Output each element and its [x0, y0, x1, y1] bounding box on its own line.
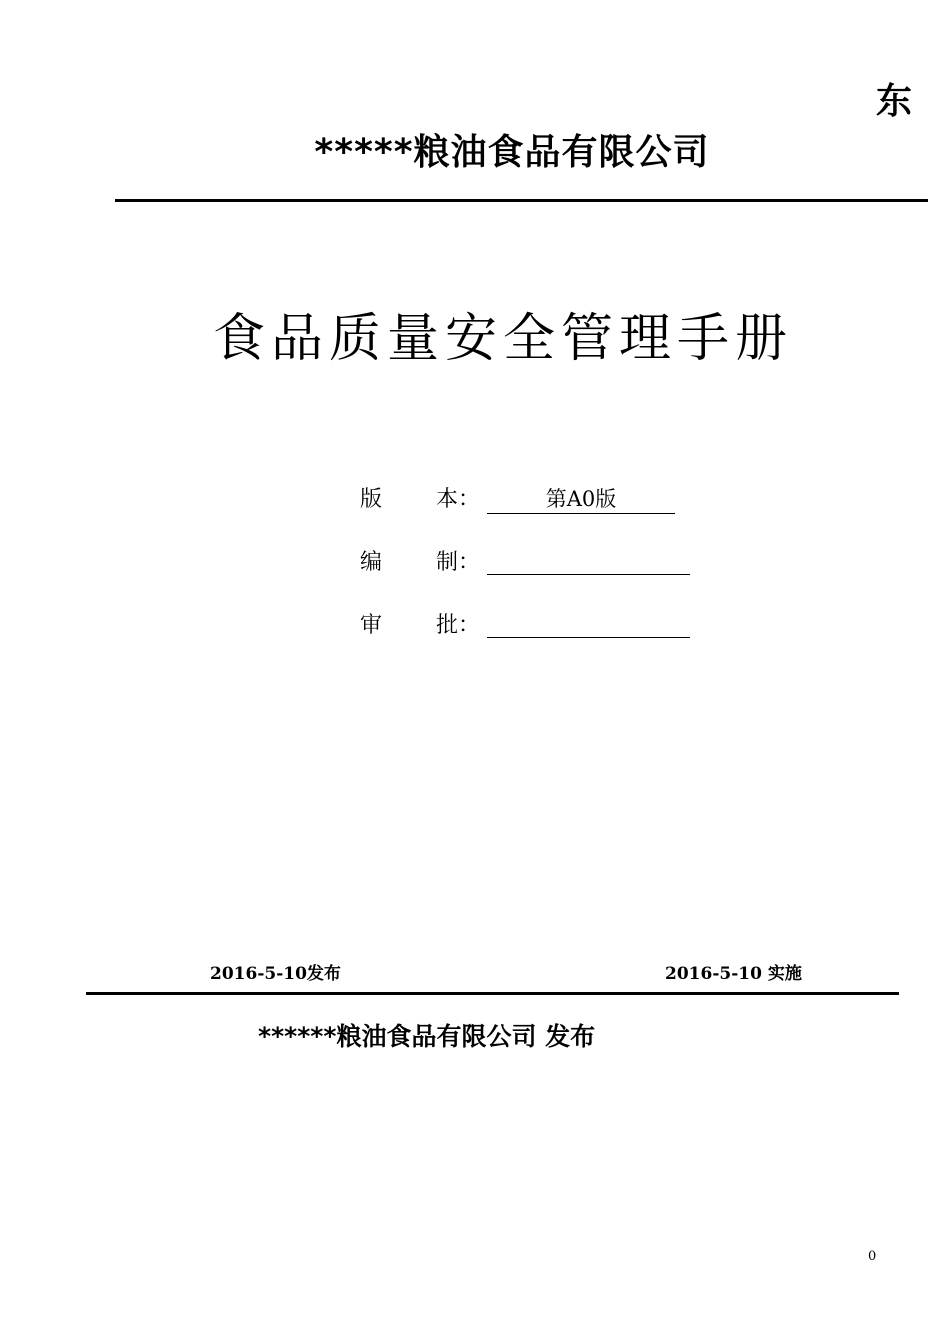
field-label-version-char2: 本：	[436, 487, 481, 512]
field-value-version: 第A0版	[487, 485, 675, 514]
field-label-approver-char2: 批：	[436, 613, 481, 638]
document-title: 食品质量安全管理手册	[212, 309, 793, 369]
page-number: 0	[868, 1249, 877, 1264]
header-divider	[115, 199, 928, 202]
company-name-header: *****粮油食品有限公司	[314, 132, 710, 173]
publisher-line: ******粮油食品有限公司 发布	[258, 1022, 596, 1051]
header-corner-character: 东	[876, 81, 913, 122]
field-label-approver-char1: 审	[360, 613, 383, 638]
footer-divider	[86, 992, 899, 995]
effective-date: 2016-5-10 实施	[665, 964, 802, 984]
field-value-approver	[487, 609, 690, 638]
field-label-version-char1: 版	[360, 487, 383, 512]
field-label-compiler-char1: 编	[360, 550, 383, 575]
release-date: 2016-5-10发布	[210, 964, 341, 984]
field-value-compiler	[487, 546, 690, 575]
field-label-compiler-char2: 制：	[436, 550, 481, 575]
